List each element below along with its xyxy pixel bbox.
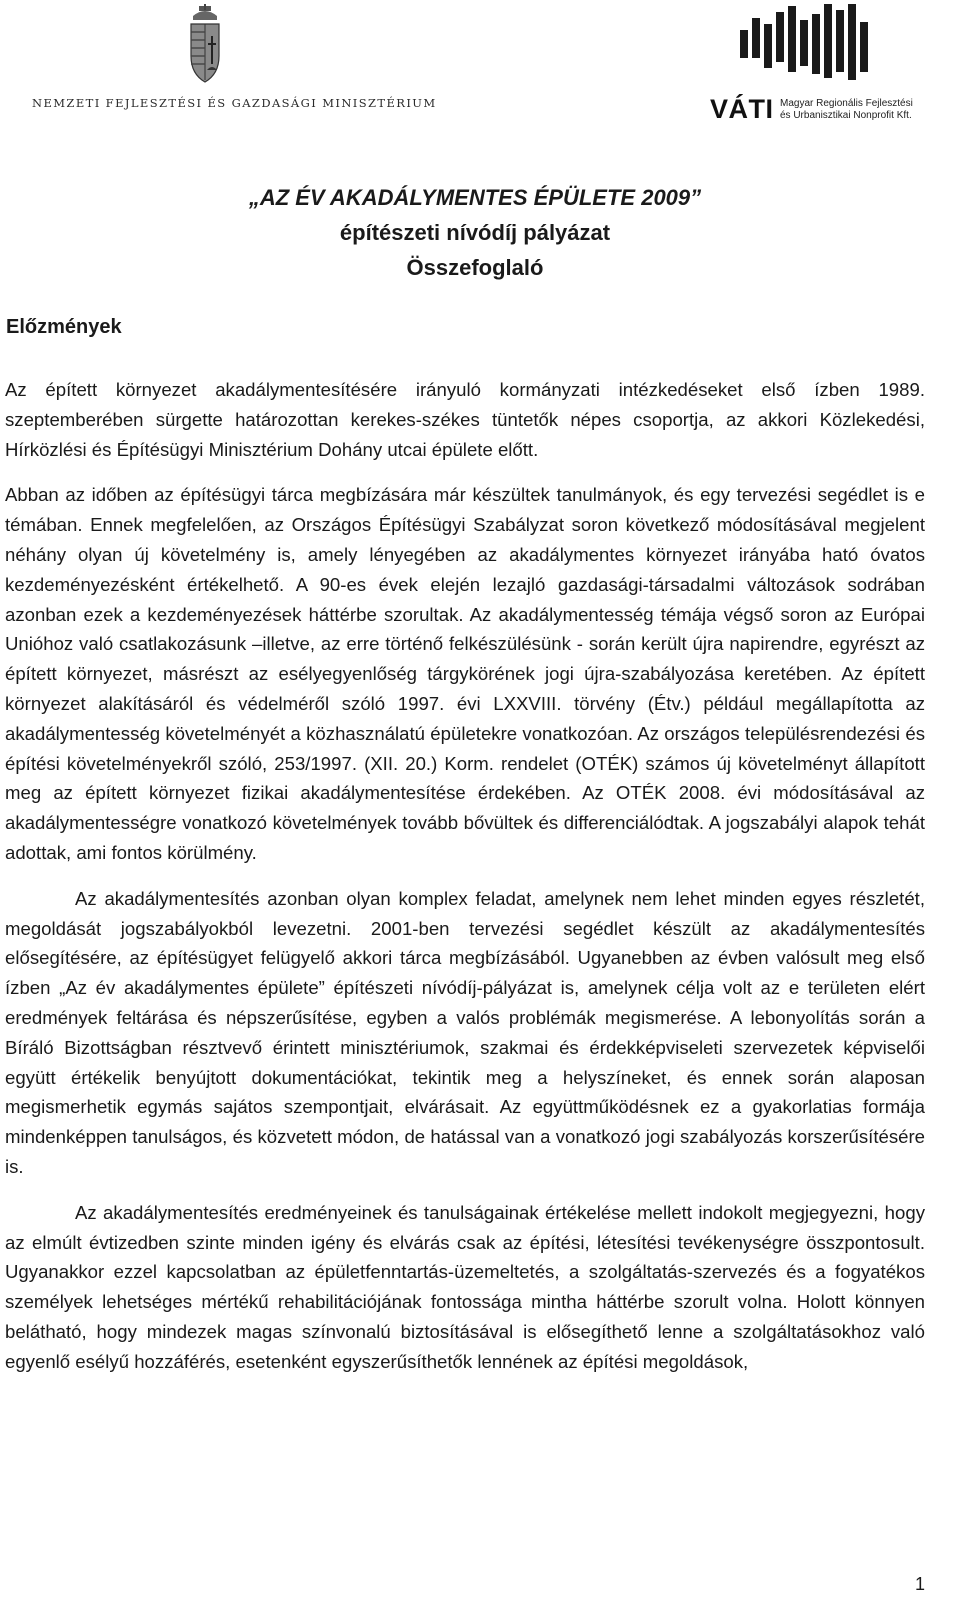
page-number: 1: [914, 1574, 925, 1594]
section-heading: Előzmények: [6, 316, 122, 338]
vati-subtitle-line: és Urbanisztikai Nonprofit Kft.: [780, 110, 912, 121]
document-type: Összefoglaló: [406, 255, 544, 280]
vati-subtitle-line: Magyar Regionális Fejlesztési: [780, 98, 913, 109]
vati-logo-word: VÁTI: [710, 94, 774, 124]
document-subtitle: építészeti nívódíj pályázat: [339, 220, 611, 245]
paragraph: Az akadálymentesítés azonban olyan komplex feladat, amelynek nem lehet minden egyes részletét, megoldását jogszabályokból levezetni. 2001-ben tervezési segédlet készült az akadálymentesítés elősegítésére, az építésügyet felügyelő akkori tárca megbízásából. Ugyanebben az évben valósult meg első ízben „Az év akadálymentes épülete” építészeti nívódíj-pályázat is, amelynek célja volt az e területen elért eredmények feltárása és népszerűsítése, egyben a valós problémák megismerése. A lebonyolítás során a Bíráló Bizottságban résztvevő érintett minisztériumok, szakmai és érdekképviseleti szervezetek képviselői együtt értékelik benyújtott dokumentációkat, tekintik meg a helyszíneket, és ennek során alaposan megismerhetik egymás sajátos szempontjait, elvárásait. Az együttműködésnek ez a gyakorlatias formája mindenképpen tanulságos, és közvetett módon, de hatással van a vonatkozó jogi szabályozás korszerűsítésére is.: [5, 887, 925, 1177]
paragraph: Az épített környezet akadálymentesítésére irányuló kormányzati intézkedéseket első ízben 1989. szeptemberében sürgette határozottan kerekes-székes tüntetők népes csoportja, az akkori Közlekedési, Hírközlési és Építésügyi Minisztérium Dohány utcai épülete előtt.: [5, 379, 925, 460]
ministry-name: NEMZETI FEJLESZTÉSI ÉS GAZDASÁGI MINISZTÉRIUM: [32, 96, 437, 110]
vati-logo-bars-icon: [740, 4, 880, 80]
paragraph: Abban az időben az építésügyi tárca megbízására már készültek tanulmányok, és egy tervezési segédlet is e témában. Ennek megfelelően, az Országos Építésügyi Szabályzat soron következő módosításával megjelent néhány olyan új követelmény is, amely lényegében az akadálymentes környezet irányába ható óvatos kezdeményezésként értékelhető. A 90-es évek elején lezajló gazdasági-társadalmi változások sodrában azonban ezek a kezdeményezések háttérbe szorultak. Az akadálymentesség témája végső soron az Európai Unióhoz való csatlakozásunk –illetve, az erre történő felkészülésünk - során került újra napirendre, egyrészt az épített környezet, másrészt az esélyegyenlőség tárgykörének jogi újra-szabályozása keretében. Az épített környezet alakításáról és védelméről szóló 1997. évi LXXVIII. törvény (Étv.) például megállapította az akadálymentesség követelményét a közhasználatú épületekre vonatkozóan. Az országos településrendezési és építési követelményekről szóló, 253/1997. (XII. 20.) Korm. rendelet (OTÉK) számos új követelményt állapított meg az épített környezet fizikai akadálymentesítése érdekében. Az OTÉK 2008. évi módosításával az akadálymentességre vonatkozó követelmények tovább bővültek és differenciálódtak. A jogszabályi alapok tehát adottak, ami fontos körülmény.: [5, 484, 925, 863]
document-body: [5, 375, 925, 1377]
vati-subtitle: [780, 98, 913, 122]
document-title: „AZ ÉV AKADÁLYMENTES ÉPÜLETE 2009”: [248, 185, 702, 210]
hungarian-coat-of-arms-icon: [185, 4, 225, 90]
document-title-block: [0, 180, 960, 285]
page-header: [0, 0, 960, 140]
paragraph: Az akadálymentesítés eredményeinek és tanulságainak értékelése mellett indokolt megjegyezni, hogy az elmúlt évtizedben szinte minden igény és elvárás csak az építési, létesítési tevékenységre összpontosult. Ugyanakkor ezzel kapcsolatban az épületfenntartás-üzemeltetés, a szolgáltatás-szervezés és a fogyatékos személyek lehetséges mértékű rehabilitációjának fontossága mintha háttérbe szorult volna. Holott könnyen belátható, hogy mindezek magas színvonalú biztosításával is elősegíthető lenne a szolgáltatásokhoz való egyenlő esélyű hozzáférés, esetenként egyszerűsíthetők lennének az építési megoldások,: [5, 1201, 925, 1372]
